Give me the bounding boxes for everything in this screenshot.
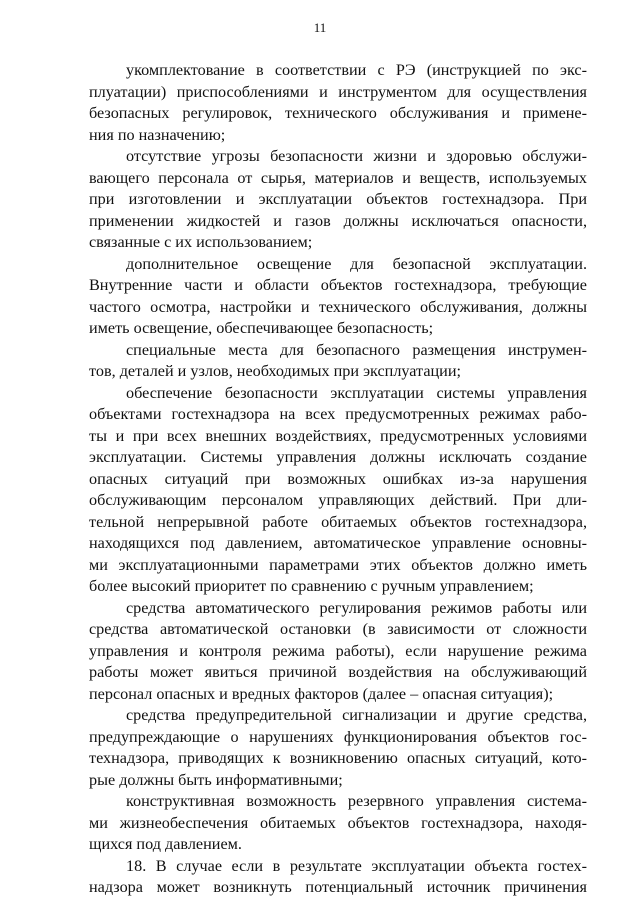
text-line: объектами гостехнадзора на всех предусмотренных режимах рабо- [89, 405, 587, 423]
text-line: 18. В случае если в результате эксплуатации объекта гостех- [126, 856, 587, 875]
text-line: работы может явиться причиной воздействия на обслуживающий [89, 663, 587, 681]
text-line: укомплектование в соответствии с РЭ (инструкцией по экс- [126, 61, 587, 79]
text-line: ния по назначению; [89, 125, 226, 144]
text-line: частого осмотра, настройки и технического обслуживания, должны [89, 297, 587, 316]
text-line: обеспечение безопасности эксплуатации системы управления [126, 383, 587, 402]
text-line: Внутренние части и области объектов гостехнадзора, требующие [89, 276, 587, 294]
text-line: плуатации) приспособлениями и инструментом для осуществления [89, 82, 587, 101]
text-line: применении жидкостей и газов должны исключаться опасности, [89, 211, 587, 230]
text-line: тов, деталей и узлов, необходимых при эксплуатации; [89, 362, 462, 380]
body-text [89, 60, 587, 899]
text-line: эксплуатации. Системы управления должны исключать создание [89, 448, 587, 466]
text-line: находящихся под давлением, автоматическое управление основны- [89, 534, 587, 552]
text-line: персонал опасных и вредных факторов (далее – опасная ситуация); [89, 684, 554, 703]
text-line: надзора может возникнуть потенциальный источник причинения [89, 878, 587, 896]
text-line: связанные с их использованием; [89, 233, 313, 251]
text-line: управления и контроля режима работы), если нарушение режима [89, 641, 587, 660]
text-line: отсутствие угрозы безопасности жизни и здоровью обслужи- [126, 147, 587, 165]
text-line: тельной непрерывной работе обитаемых объектов гостехнадзора, [89, 512, 587, 531]
text-line: ми эксплуатационными параметрами этих объектов должно иметь [89, 555, 587, 574]
text-line: вающего персонала от сырья, материалов и веществ, используемых [89, 168, 587, 187]
text-line: конструктивная возможность резервного управления система- [126, 792, 587, 810]
text-line: щихся под давлением. [89, 835, 242, 853]
text-line: технадзора, приводящих к возникновению опасных ситуаций, кото- [89, 749, 587, 767]
text-line: средства предупредительной сигнализации и другие средства, [126, 706, 587, 724]
text-line: предупреждающие о нарушениях функционирования объектов гос- [89, 727, 587, 746]
text-line: иметь освещение, обеспечивающее безопасность; [89, 319, 434, 337]
text-line: обслуживающим персоналом управляющих действий. При дли- [89, 491, 587, 509]
page-number: 11 [313, 20, 327, 35]
text-line: при изготовлении и эксплуатации объектов гостехнадзора. При [89, 190, 587, 208]
text-line: ты и при всех внешних воздействиях, предусмотренных условиями [89, 426, 587, 445]
text-line: средства автоматического регулирования режимов работы или [126, 598, 587, 617]
text-line: ми жизнеобеспечения обитаемых объектов гостехнадзора, находя- [89, 813, 587, 832]
text-line: безопасных регулировок, технического обслуживания и примене- [89, 104, 587, 122]
text-line: средства автоматической остановки (в зависимости от сложности [89, 620, 587, 638]
text-line: специальные места для безопасного размещения инструмен- [126, 340, 587, 359]
text-line: более высокий приоритет по сравнению с ручным управлением; [89, 577, 534, 595]
text-line: рые должны быть информативными; [89, 770, 343, 789]
text-line: опасных ситуаций при возможных ошибках из-за нарушения [89, 469, 587, 488]
text-line: дополнительное освещение для безопасной эксплуатации. [126, 254, 587, 273]
